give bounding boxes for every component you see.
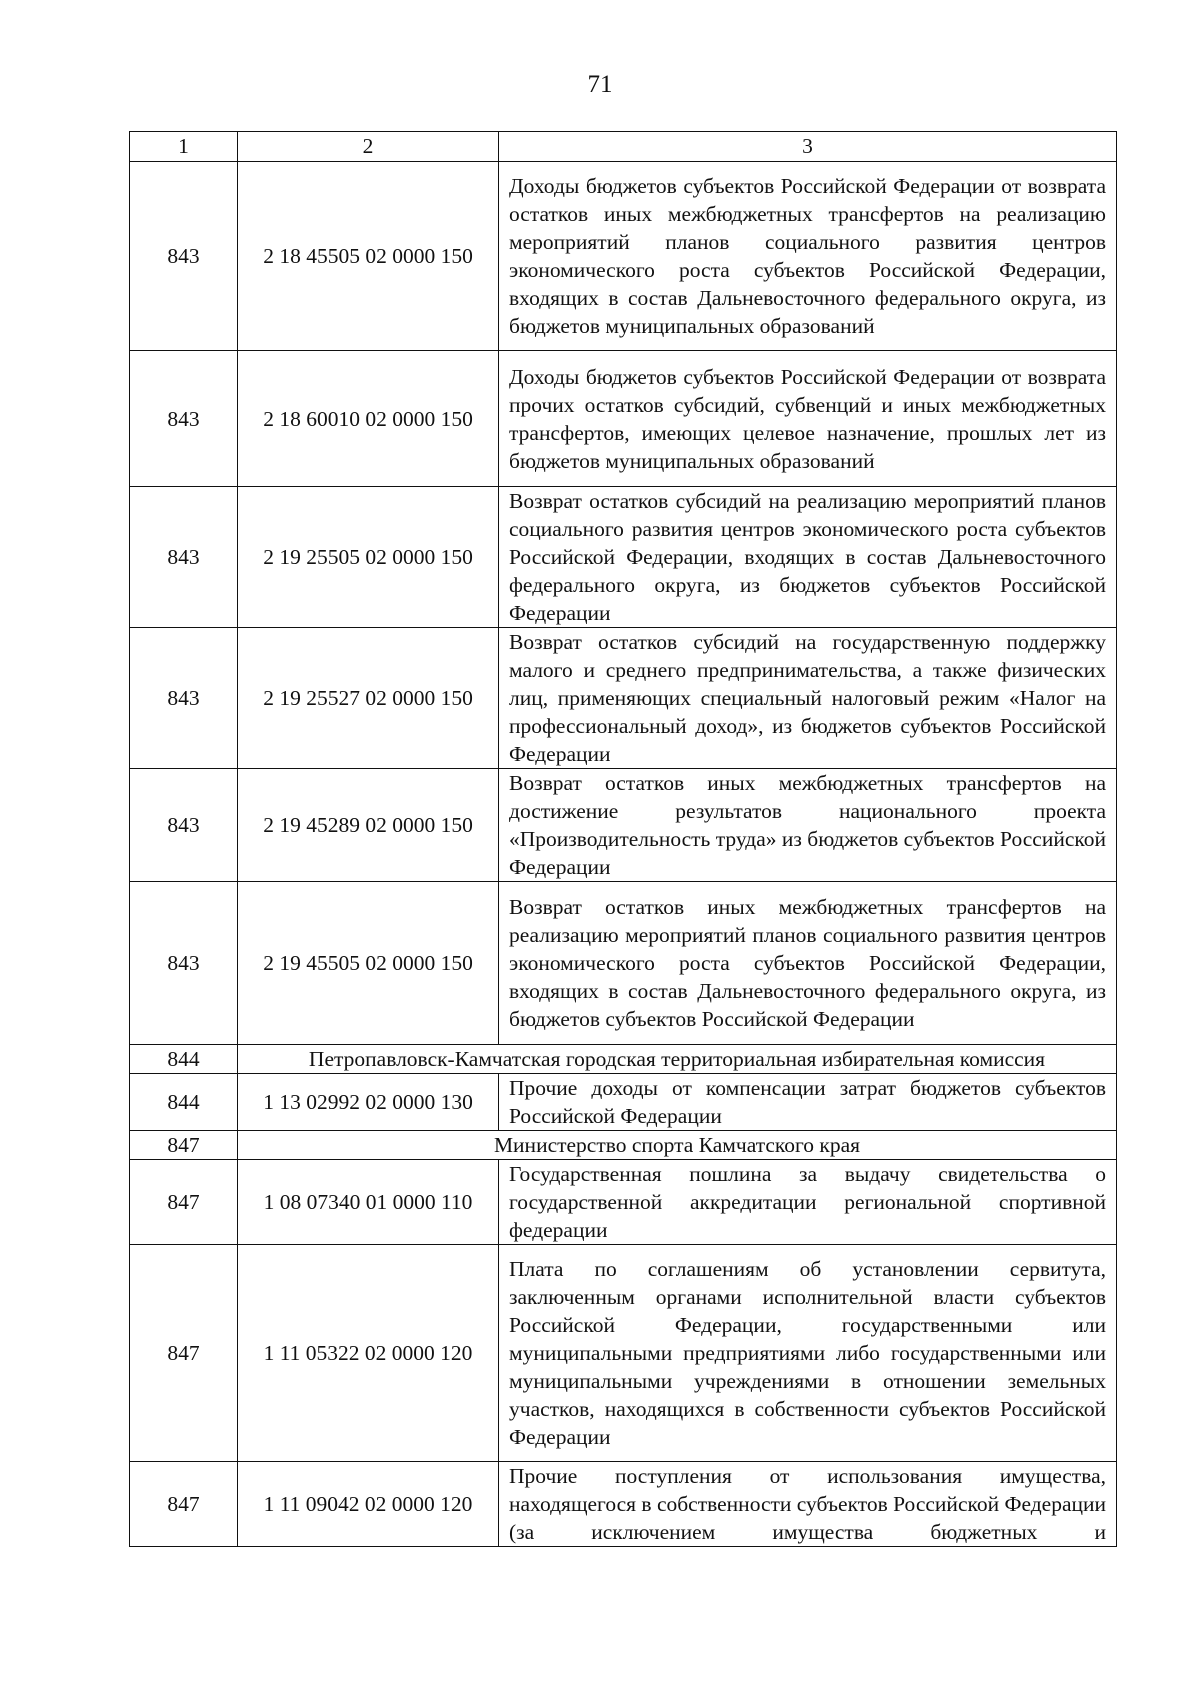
- revenue-name-cell: Прочие поступления от использования имущества, находящегося в собственности субъектов Российской Федерации (за исключением имущества бюджетных и: [499, 1462, 1117, 1547]
- admin-code-cell: 847: [130, 1131, 238, 1160]
- table-row: [130, 1462, 1117, 1547]
- admin-code-cell: 843: [130, 351, 238, 487]
- budget-code-cell: 1 11 05322 02 0000 120: [238, 1245, 499, 1462]
- revenue-name-cell: Доходы бюджетов субъектов Российской Федерации от возврата остатков иных межбюджетных трансфертов на реализацию мероприятий планов социального развития центров экономического роста субъектов Российской Федерации, входящих в состав Дальневосточного федерального округа, из бюджетов муниципальных образований: [499, 162, 1117, 351]
- admin-code-cell: 843: [130, 882, 238, 1045]
- revenue-name-cell: Доходы бюджетов субъектов Российской Федерации от возврата прочих остатков субсидий, субвенций и иных межбюджетных трансфертов, имеющих целевое назначение, прошлых лет из бюджетов муниципальных образований: [499, 351, 1117, 487]
- budget-code-cell: 2 18 45505 02 0000 150: [238, 162, 499, 351]
- budget-code-cell: 1 13 02992 02 0000 130: [238, 1074, 499, 1131]
- organization-name-cell: Министерство спорта Камчатского края: [238, 1131, 1117, 1160]
- admin-code-cell: 843: [130, 628, 238, 769]
- revenue-name-cell: Возврат остатков иных межбюджетных трансфертов на достижение результатов национального проекта «Производительность труда» из бюджетов субъектов Российской Федерации: [499, 769, 1117, 882]
- budget-code-cell: 2 18 60010 02 0000 150: [238, 351, 499, 487]
- table-row: [130, 1160, 1117, 1245]
- revenue-name-cell: Возврат остатков субсидий на реализацию мероприятий планов социального развития центров экономического роста субъектов Российской Федерации, входящих в состав Дальневосточного федерального округа, из бюджетов субъектов Российской Федерации: [499, 487, 1117, 628]
- admin-code-cell: 843: [130, 162, 238, 351]
- table-header-row: [130, 132, 1117, 162]
- budget-code-cell: 2 19 45505 02 0000 150: [238, 882, 499, 1045]
- column-header-2: 2: [238, 132, 499, 162]
- admin-code-cell: 843: [130, 769, 238, 882]
- admin-code-cell: 844: [130, 1074, 238, 1131]
- revenue-name-cell: Плата по соглашениям об установлении сервитута, заключенным органами исполнительной власти субъектов Российской Федерации, государственными или муниципальными предприятиями либо государственными или муниципальными учреждениями в отношении земельных участков, находящихся в собственности субъектов Российской Федерации: [499, 1245, 1117, 1462]
- budget-code-cell: 1 08 07340 01 0000 110: [238, 1160, 499, 1245]
- budget-code-cell: 2 19 25527 02 0000 150: [238, 628, 499, 769]
- table-row: [130, 769, 1117, 882]
- admin-code-cell: 847: [130, 1462, 238, 1547]
- budget-code-cell: 2 19 25505 02 0000 150: [238, 487, 499, 628]
- revenue-name-cell: Прочие доходы от компенсации затрат бюджетов субъектов Российской Федерации: [499, 1074, 1117, 1131]
- admin-code-cell: 847: [130, 1245, 238, 1462]
- table-row: [130, 162, 1117, 351]
- budget-code-cell: 2 19 45289 02 0000 150: [238, 769, 499, 882]
- page-number: 71: [587, 71, 613, 98]
- table-row: [130, 1074, 1117, 1131]
- table-row: [130, 1245, 1117, 1462]
- column-header-1: 1: [130, 132, 238, 162]
- admin-code-cell: 844: [130, 1045, 238, 1074]
- section-row: [130, 1045, 1117, 1074]
- revenue-name-cell: Возврат остатков субсидий на государственную поддержку малого и среднего предпринимательства, а также физических лиц, применяющих специальный налоговый режим «Налог на профессиональный доход», из бюджетов субъектов Российской Федерации: [499, 628, 1117, 769]
- revenue-codes-table: [129, 131, 1117, 1547]
- budget-code-cell: 1 11 09042 02 0000 120: [238, 1462, 499, 1547]
- table-row: [130, 628, 1117, 769]
- revenue-name-cell: Возврат остатков иных межбюджетных трансфертов на реализацию мероприятий планов социального развития центров экономического роста субъектов Российской Федерации, входящих в состав Дальневосточного федерального округа, из бюджетов субъектов Российской Федерации: [499, 882, 1117, 1045]
- section-row: [130, 1131, 1117, 1160]
- table-row: [130, 351, 1117, 487]
- admin-code-cell: 843: [130, 487, 238, 628]
- table-row: [130, 882, 1117, 1045]
- admin-code-cell: 847: [130, 1160, 238, 1245]
- organization-name-cell: Петропавловск-Камчатская городская территориальная избирательная комиссия: [238, 1045, 1117, 1074]
- table-row: [130, 487, 1117, 628]
- revenue-name-cell: Государственная пошлина за выдачу свидетельства о государственной аккредитации региональной спортивной федерации: [499, 1160, 1117, 1245]
- column-header-3: 3: [499, 132, 1117, 162]
